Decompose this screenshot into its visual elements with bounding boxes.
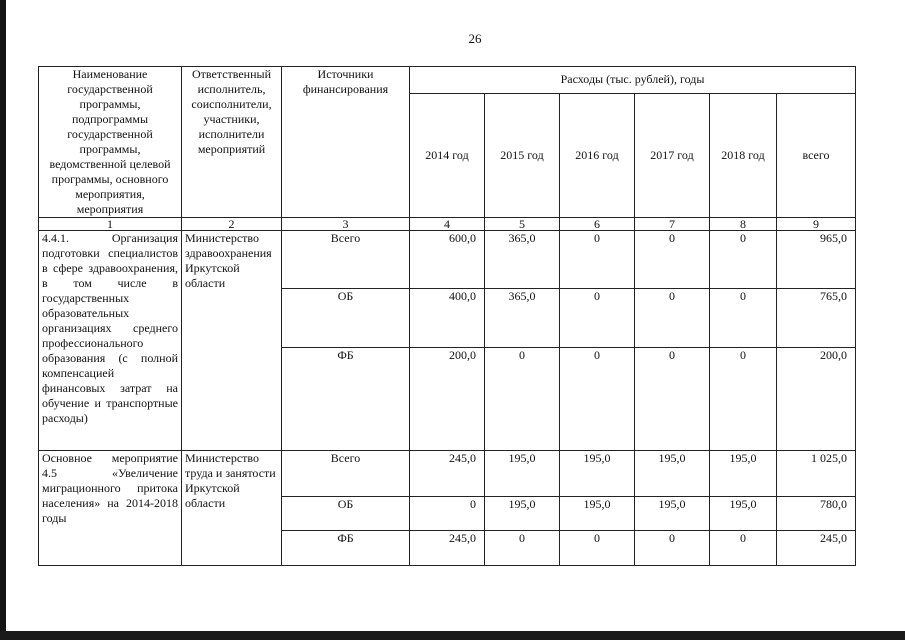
value-cell: 365,0 <box>485 289 560 348</box>
column-number: 8 <box>710 218 777 231</box>
header-expenses: Расходы (тыс. рублей), годы <box>410 67 856 94</box>
header-year: 2014 год <box>410 93 485 217</box>
value-cell: 200,0 <box>410 348 485 451</box>
activity-name: 4.4.1. Организация подготовки специалистов в сфере здравоохранения, в том числе в государственных образовательных организациях среднего профессионального образования (с полной компенсацией финансовых затрат на обучение и транспортные расходы) <box>39 231 182 451</box>
table-row <box>39 231 856 289</box>
value-cell: 765,0 <box>777 289 856 348</box>
value-cell: 245,0 <box>410 451 485 497</box>
value-cell: 0 <box>485 348 560 451</box>
funding-source: Всего <box>282 231 410 289</box>
value-cell: 245,0 <box>410 531 485 566</box>
value-cell: 0 <box>560 348 635 451</box>
value-cell: 200,0 <box>777 348 856 451</box>
column-number: 9 <box>777 218 856 231</box>
column-number: 6 <box>560 218 635 231</box>
value-cell: 0 <box>635 231 710 289</box>
value-cell: 0 <box>410 497 485 531</box>
column-numbers-row <box>39 218 856 231</box>
funding-source: ФБ <box>282 531 410 566</box>
header-year: 2018 год <box>710 93 777 217</box>
header-year: 2016 год <box>560 93 635 217</box>
column-number: 7 <box>635 218 710 231</box>
value-cell: 0 <box>710 289 777 348</box>
value-cell: 0 <box>635 531 710 566</box>
value-cell: 195,0 <box>560 451 635 497</box>
value-cell: 195,0 <box>485 497 560 531</box>
table-row <box>39 451 856 497</box>
column-number: 4 <box>410 218 485 231</box>
value-cell: 965,0 <box>777 231 856 289</box>
value-cell: 195,0 <box>710 451 777 497</box>
value-cell: 0 <box>710 531 777 566</box>
value-cell: 1 025,0 <box>777 451 856 497</box>
column-number: 2 <box>182 218 282 231</box>
header-year: 2015 год <box>485 93 560 217</box>
value-cell: 0 <box>710 231 777 289</box>
value-cell: 0 <box>710 348 777 451</box>
value-cell: 0 <box>560 289 635 348</box>
value-cell: 365,0 <box>485 231 560 289</box>
responsible-executor: Министерство труда и занятости Иркутской области <box>182 451 282 566</box>
value-cell: 600,0 <box>410 231 485 289</box>
scan-edge-left <box>0 0 6 640</box>
activity-name: Основное мероприятие 4.5 «Увеличение миграционного притока населения» на 2014-2018 годы <box>39 451 182 566</box>
value-cell: 0 <box>560 531 635 566</box>
column-number: 1 <box>39 218 182 231</box>
value-cell: 400,0 <box>410 289 485 348</box>
funding-source: ФБ <box>282 348 410 451</box>
header-responsible: Ответственный исполнитель, соисполнители, участники, исполнители мероприятий <box>182 67 282 218</box>
value-cell: 0 <box>560 231 635 289</box>
value-cell: 195,0 <box>560 497 635 531</box>
value-cell: 195,0 <box>635 451 710 497</box>
column-number: 5 <box>485 218 560 231</box>
header-year: 2017 год <box>635 93 710 217</box>
value-cell: 195,0 <box>635 497 710 531</box>
header-total: всего <box>777 93 856 217</box>
value-cell: 780,0 <box>777 497 856 531</box>
value-cell: 195,0 <box>485 451 560 497</box>
column-number: 3 <box>282 218 410 231</box>
value-cell: 245,0 <box>777 531 856 566</box>
funding-source: ОБ <box>282 497 410 531</box>
value-cell: 0 <box>635 289 710 348</box>
header-name: Наименование государственной программы, подпрограммы государственной программы, ведомственной целевой программы, основного мероприятия, мероприятия <box>39 67 182 218</box>
funding-source: ОБ <box>282 289 410 348</box>
scan-edge-bottom <box>0 631 905 640</box>
header-sources: Источники финансирования <box>282 67 410 218</box>
responsible-executor: Министерство здравоохранения Иркутской области <box>182 231 282 451</box>
value-cell: 0 <box>485 531 560 566</box>
budget-table <box>38 66 856 566</box>
page-number: 26 <box>468 31 482 46</box>
header-row-1 <box>39 67 856 94</box>
funding-source: Всего <box>282 451 410 497</box>
value-cell: 195,0 <box>710 497 777 531</box>
value-cell: 0 <box>635 348 710 451</box>
